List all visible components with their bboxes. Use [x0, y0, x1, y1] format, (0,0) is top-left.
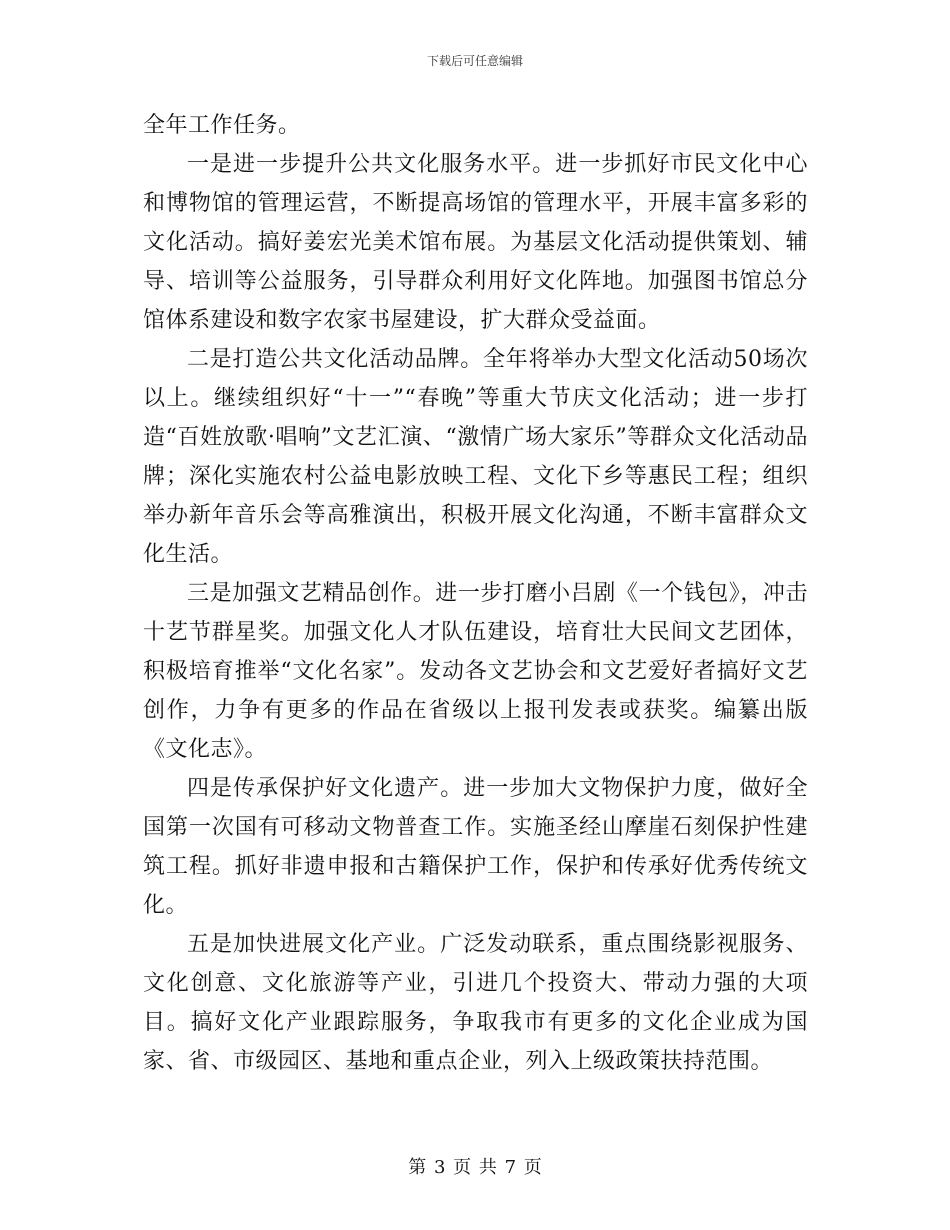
page-header: 下载后可任意编辑: [426, 54, 523, 68]
paragraph-item-5: 五是加快进展文化产业。广泛发动联系，重点围绕影视服务、文化创意、文化旅游等产业，引进几个投资大、带动力强的大项目。搞好文化产业跟踪服务，争取我市有更多的文化企业成为国家、省、市级园区、基地和重点企业，列入上级政策扶持范围。: [143, 932, 808, 1074]
document-body: [143, 106, 808, 1081]
paragraph-item-3: 三是加强文艺精品创作。进一步打磨小吕剧《一个钱包》，冲击十艺节群星奖。加强文化人才队伍建设，培育壮大民间文艺团体，积极培育推举“文化名家”。发动各文艺协会和文艺爱好者搞好文艺创作，力争有更多的作品在省级以上报刊发表或获奖。编纂出版《文化志》。: [143, 581, 808, 762]
page-number-footer: 第 3 页 共 7 页: [408, 1157, 542, 1178]
paragraph-intro-tail: 全年工作任务。: [143, 113, 301, 138]
paragraph-item-1: 一是进一步提升公共文化服务水平。进一步抓好市民文化中心和博物馆的管理运营，不断提高场馆的管理水平，开展丰富多彩的文化活动。搞好姜宏光美术馆布展。为基层文化活动提供策划、辅导、培训等公益服务，引导群众利用好文化阵地。加强图书馆总分馆体系建设和数字农家书屋建设，扩大群众受益面。: [143, 152, 808, 333]
paragraph-item-2: 二是打造公共文化活动品牌。全年将举办大型文化活动50场次以上。继续组织好“十一”“春晚”等重大节庆文化活动；进一步打造“百姓放歌·唱响”文艺汇演、“激情广场大家乐”等群众文化活动品牌；深化实施农村公益电影放映工程、文化下乡等惠民工程；组织举办新年音乐会等高雅演出，积极开展文化沟通，不断丰富群众文化生活。: [143, 347, 808, 567]
paragraph-item-4: 四是传承保护好文化遗产。进一步加大文物保护力度，做好全国第一次国有可移动文物普查工作。实施圣经山摩崖石刻保护性建筑工程。抓好非遗申报和古籍保护工作，保护和传承好优秀传统文化。: [143, 776, 808, 918]
